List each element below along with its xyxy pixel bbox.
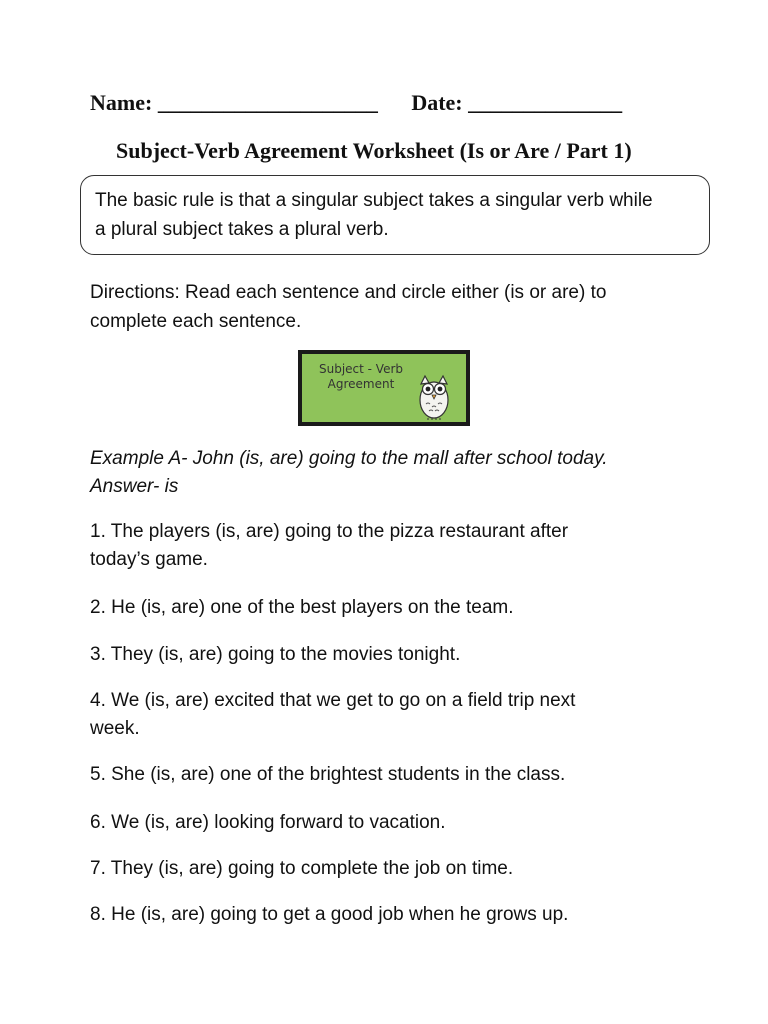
question-7: [90, 855, 710, 883]
rule-line-2: a plural subject takes a plural verb.: [95, 219, 389, 240]
question-text: 3. They (is, are) going to the movies tonight.: [90, 644, 461, 665]
question-text: 8. He (is, are) going to get a good job when he grows up.: [90, 904, 569, 925]
question-text: 1. The players (is, are) going to the pizza restaurant after: [90, 521, 569, 542]
question-1: [90, 518, 710, 574]
name-label: Name:: [90, 90, 153, 115]
rule-box: [80, 175, 710, 255]
example-sentence: Example A- John (is, are) going to the mall after school today.: [90, 448, 608, 469]
name-blank: ____________________: [157, 90, 378, 115]
question-text-cont: today’s game.: [90, 549, 208, 570]
example-a: [90, 445, 710, 501]
subject-verb-banner: [298, 350, 470, 426]
date-blank: ______________: [468, 90, 623, 115]
question-text-cont: week.: [90, 718, 140, 739]
question-text: 2. He (is, are) one of the best players on the team.: [90, 597, 514, 618]
question-text: 6. We (is, are) looking forward to vacation.: [90, 812, 446, 833]
question-text: 4. We (is, are) excited that we get to go on a field trip next: [90, 690, 576, 711]
question-4: [90, 687, 710, 743]
question-6: [90, 809, 710, 837]
banner-line-2: Agreement: [327, 377, 395, 391]
worksheet-title: Subject-Verb Agreement Worksheet (Is or Are / Part 1): [116, 138, 632, 163]
banner-text: [316, 362, 406, 392]
directions-line-2: complete each sentence.: [90, 311, 302, 332]
question-8: [90, 901, 710, 929]
directions: [90, 278, 690, 336]
question-text: 7. They (is, are) going to complete the job on time.: [90, 858, 514, 879]
question-2: [90, 594, 710, 622]
directions-line-1: Directions: Read each sentence and circle either (is or are) to: [90, 282, 607, 303]
name-date-header: [90, 90, 622, 116]
example-answer: Answer- is: [90, 476, 179, 497]
rule-line-1: The basic rule is that a singular subject takes a singular verb while: [95, 190, 653, 211]
question-3: [90, 641, 710, 669]
date-label: Date:: [411, 90, 463, 115]
question-5: [90, 761, 710, 789]
owl-icon: [416, 372, 452, 420]
banner-line-1: Subject - Verb: [318, 362, 404, 376]
banner-background: [302, 354, 466, 422]
question-text: 5. She (is, are) one of the brightest students in the class.: [90, 764, 566, 785]
